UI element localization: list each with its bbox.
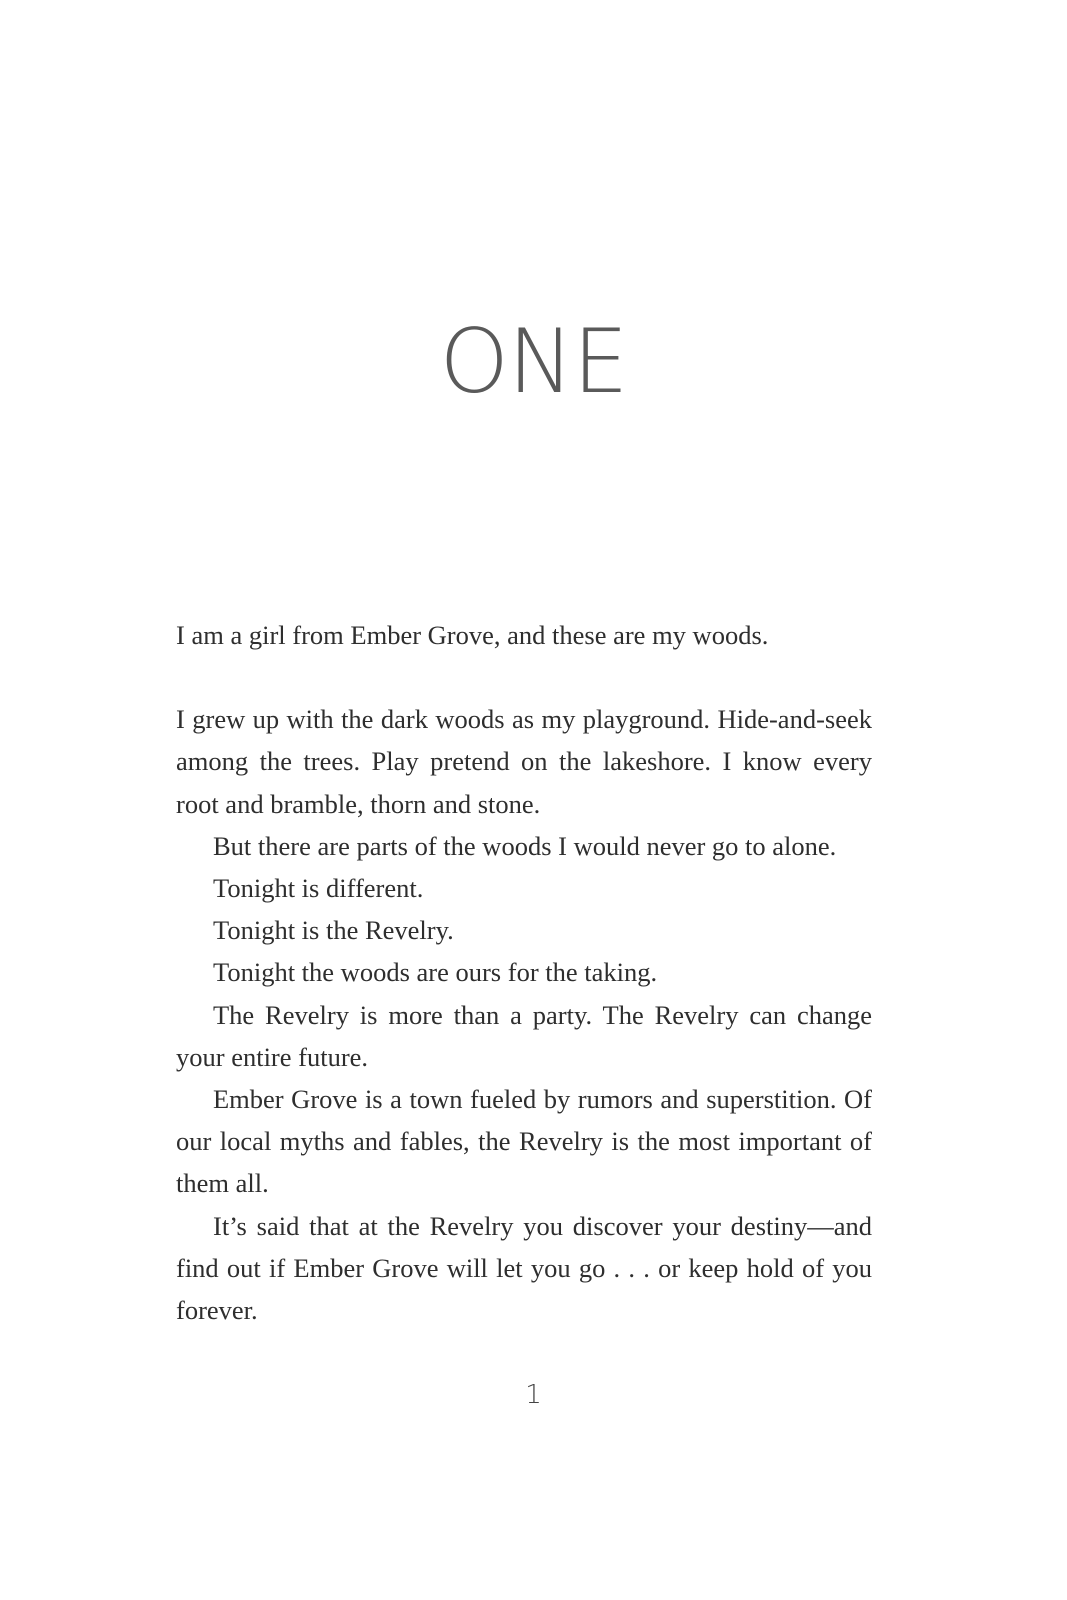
paragraph: Tonight is different. [213, 873, 424, 904]
chapter-body [176, 614, 872, 1331]
paragraph: Tonight the woods are ours for the taking. [213, 957, 658, 988]
chapter-title: ONE [439, 310, 628, 413]
paragraph: The Revelry is more than a party. The Revelry can change your entire future. [176, 999, 872, 1072]
paragraph: Tonight is the Revelry. [213, 915, 454, 946]
paragraph: But there are parts of the woods I would never go to alone. [213, 830, 837, 861]
paragraph: Ember Grove is a town fueled by rumors and superstition. Of our local myths and fables, the Revelry is the most important of them all. [176, 1084, 872, 1199]
page-number: 1 [525, 1380, 542, 1410]
opening-line: I am a girl from Ember Grove, and these are my woods. [176, 620, 769, 650]
paragraph: It’s said that at the Revelry you discover your destiny—and find out if Ember Grove will let you go . . . or keep hold of you forever. [176, 1210, 872, 1326]
paragraph: I grew up with the dark woods as my playground. Hide-and-seek among the trees. Play pretend on the lakeshore. I know every root and bramble, thorn and stone. [176, 704, 872, 819]
